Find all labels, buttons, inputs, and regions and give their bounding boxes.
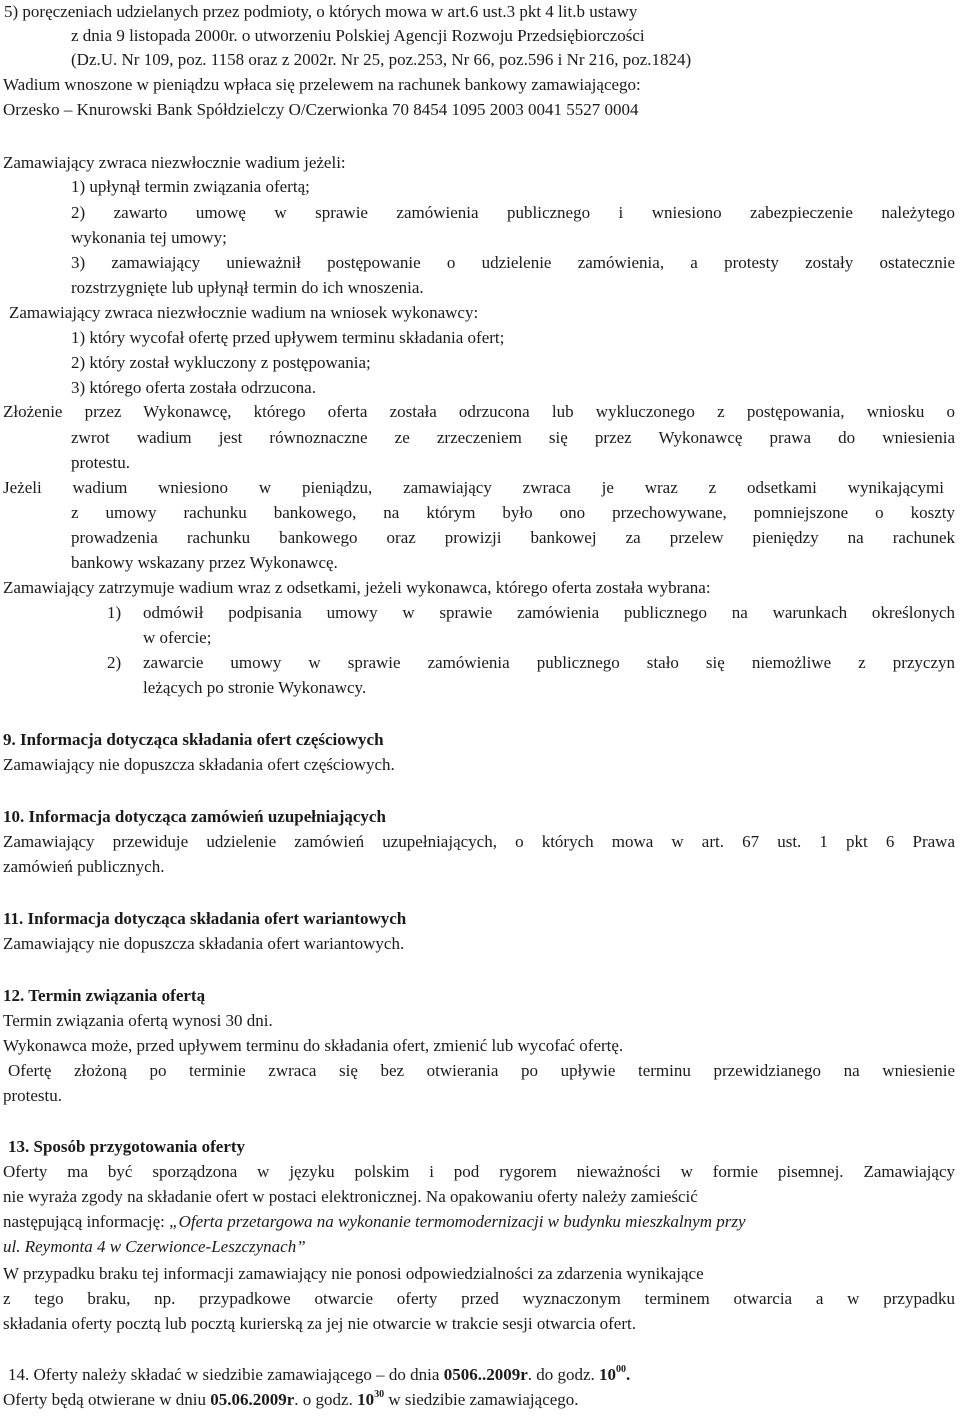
withdrawal-paragraph-1: Złożenie przez Wykonawcę, którego oferta została odrzucona lub wykluczonego z postępowania, wniosku o xyxy=(3,402,955,421)
withdrawal-paragraph-2: zwrot wadium jest równoznaczne ze zrzeczeniem się przez Wykonawcę prawa do wniesienia xyxy=(71,428,955,447)
wadium-payment-line: Wadium wnoszone w pieniądzu wpłaca się przelewem na rachunek bankowy zamawiającego: xyxy=(3,75,641,94)
opening-text: Oferty będą otwierane w dniu xyxy=(3,1390,211,1409)
opening-hour-label: . o godz. xyxy=(294,1390,358,1409)
interest-paragraph-2: z umowy rachunku bankowego, na którym było ono przechowywane, pomniejszone o koszty xyxy=(71,503,955,522)
deadline-minutes: 00 xyxy=(616,1364,627,1375)
opening-minutes: 30 xyxy=(374,1389,385,1400)
section-13-text-5: W przypadku braku tej informacji zamawiający nie ponosi odpowiedzialności za zdarzenia wynikające xyxy=(3,1264,704,1283)
deadline-text: 14. Oferty należy składać w siedzibie zamawiającego – do dnia xyxy=(8,1365,444,1384)
opening-place: w siedzibie zamawiającego. xyxy=(384,1390,579,1409)
section-13-text-6: z tego braku, np. przypadkowe otwarcie oferty przed wyznaczonym terminem otwarcia a w przypadku xyxy=(3,1289,955,1308)
offer-label-quote: „Oferta przetargowa na wykonanie termomodernizacji w budynku mieszkalnym przy xyxy=(169,1212,746,1231)
section-11-heading: 11. Informacja dotycząca składania ofert wariantowych xyxy=(3,909,407,928)
retention-item-1: odmówił podpisania umowy w sprawie zamówienia publicznego na warunkach określonych xyxy=(143,603,955,622)
return-item-2-cont: wykonania tej umowy; xyxy=(71,228,227,247)
return-item-3: 3) zamawiający unieważnił postępowanie o udzielenie zamówienia, a protesty zostały ostatecznie xyxy=(71,253,955,272)
interest-paragraph-1: Jeżeli wadium wniesiono w pieniądzu, zamawiający zwraca je wraz z odsetkami wynikającymi xyxy=(3,478,944,497)
deadline-hour-label: . do godz. xyxy=(527,1365,600,1384)
section-13-text-2: nie wyraża zgody na składanie ofert w postaci elektronicznej. Na opakowaniu oferty należy zamieścić xyxy=(3,1187,698,1206)
request-item-2: 2) który został wykluczony z postępowania; xyxy=(71,353,371,372)
section-12-text-3: Ofertę złożoną po terminie zwraca się bez otwierania po upływie terminu przewidzianego na wniesienie xyxy=(8,1061,955,1080)
retention-item-2: zawarcie umowy w sprawie zamówienia publicznego stało się niemożliwe z przyczyn xyxy=(143,653,955,672)
retention-item-2-number: 2) xyxy=(107,653,122,672)
section-10-heading: 10. Informacja dotycząca zamówień uzupełniających xyxy=(3,807,386,826)
interest-paragraph-3: prowadzenia rachunku bankowego oraz prowizji bankowej za przelew pieniędzy na rachunek xyxy=(71,528,955,547)
intro-line-2: z dnia 9 listopada 2000r. o utworzeniu Polskiej Agencji Rozwoju Przedsiębiorczości xyxy=(71,26,645,45)
retention-intro: Zamawiający zatrzymuje wadium wraz z odsetkami, jeżeli wykonawca, którego oferta została wybrana: xyxy=(3,578,711,597)
section-10-text-1: Zamawiający przewiduje udzielenie zamówień uzupełniających, o których mowa w art. 67 ust. 1 pkt 6 Prawa xyxy=(3,832,955,851)
section-12-heading: 12. Termin związania ofertą xyxy=(3,986,206,1005)
section-13-text-7: składania oferty pocztą lub pocztą kurierską za jej nie otwarcie w trakcie sesji otwarcia ofert. xyxy=(3,1314,636,1333)
wadium-request-intro: Zamawiający zwraca niezwłocznie wadium na wniosek wykonawcy: xyxy=(9,303,479,322)
section-12-text-2: Wykonawca może, przed upływem terminu do składania ofert, zmienić lub wycofać ofertę. xyxy=(3,1036,624,1055)
section-13-info-label: następującą informację: xyxy=(3,1212,170,1231)
request-item-1: 1) który wycofał ofertę przed upływem terminu składania ofert; xyxy=(71,328,505,347)
return-item-3-cont: rozstrzygnięte lub upłynął termin do ich wnoszenia. xyxy=(71,278,424,297)
opening-hour: 10 xyxy=(357,1390,375,1409)
section-10-text-2: zamówień publicznych. xyxy=(3,857,165,876)
request-item-3: 3) którego oferta została odrzucona. xyxy=(71,378,316,397)
offer-label-quote-cont: ul. Reymonta 4 w Czerwionce-Leszczynach” xyxy=(3,1237,306,1256)
section-12-text-4: protestu. xyxy=(3,1086,63,1105)
retention-item-1-number: 1) xyxy=(107,603,122,622)
deadline-hour: 10 xyxy=(599,1365,617,1384)
retention-item-2-cont: leżących po stronie Wykonawcy. xyxy=(143,678,367,697)
deadline-date: 0506..2009r xyxy=(443,1365,528,1384)
section-11-text: Zamawiający nie dopuszcza składania ofert wariantowych. xyxy=(3,934,405,953)
section-14-opening xyxy=(3,1388,579,1412)
return-item-1: 1) upłynął termin związania ofertą; xyxy=(71,177,310,196)
section-13-text-3 xyxy=(3,1210,746,1234)
intro-line-1: 5) poręczeniach udzielanych przez podmioty, o których mowa w art.6 ust.3 pkt 4 lit.b ustawy xyxy=(4,2,638,21)
section-14-deadline xyxy=(8,1363,630,1387)
withdrawal-paragraph-3: protestu. xyxy=(71,453,131,472)
section-12-text-1: Termin związania ofertą wynosi 30 dni. xyxy=(3,1011,273,1030)
section-9-text: Zamawiający nie dopuszcza składania ofert częściowych. xyxy=(3,755,395,774)
section-13-heading: 13. Sposób przygotowania oferty xyxy=(8,1137,246,1156)
bank-account-line: Orzesko – Knurowski Bank Spółdzielczy O/Czerwionka 70 8454 1095 2003 0041 5527 0004 xyxy=(3,100,639,119)
section-13-text-1: Oferty ma być sporządzona w języku polskim i pod rygorem nieważności w formie pisemnej. Zamawiający xyxy=(3,1162,955,1181)
intro-line-3: (Dz.U. Nr 109, poz. 1158 oraz z 2002r. Nr 25, poz.253, Nr 66, poz.596 i Nr 216, poz.1824) xyxy=(71,50,692,69)
interest-paragraph-4: bankowy wskazany przez Wykonawcę. xyxy=(71,553,338,572)
wadium-return-intro: Zamawiający zwraca niezwłocznie wadium jeżeli: xyxy=(3,153,346,172)
section-9-heading: 9. Informacja dotycząca składania ofert częściowych xyxy=(3,730,384,749)
opening-date: 05.06.2009r xyxy=(210,1390,295,1409)
return-item-2: 2) zawarto umowę w sprawie zamówienia publicznego i wniesiono zabezpieczenie należytego xyxy=(71,203,955,222)
retention-item-1-cont: w ofercie; xyxy=(143,628,212,647)
deadline-end: . xyxy=(626,1365,631,1384)
